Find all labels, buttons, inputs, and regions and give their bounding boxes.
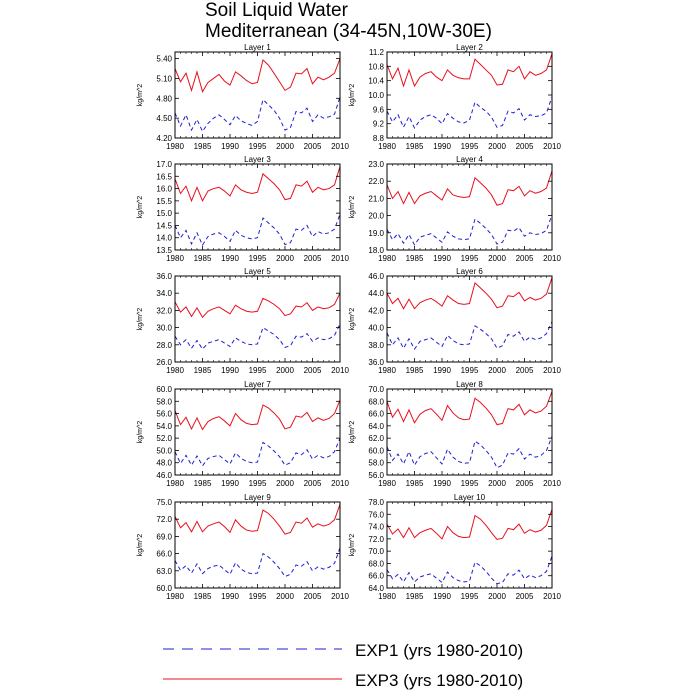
series-line-exp3 bbox=[387, 278, 552, 309]
x-tick-label: 2010 bbox=[331, 366, 349, 375]
panel-title: Layer 2 bbox=[456, 43, 483, 52]
y-tick-label: 58.0 bbox=[368, 458, 384, 468]
x-tick-label: 1995 bbox=[460, 142, 479, 151]
series-line-exp3 bbox=[387, 171, 552, 205]
figure-title-line2: Mediterranean (34-45N,10W-30E) bbox=[205, 21, 492, 42]
x-tick-label: 1980 bbox=[166, 366, 184, 375]
x-tick-label: 1995 bbox=[248, 592, 267, 601]
y-tick-label: 56.0 bbox=[156, 409, 172, 419]
panel-title: Layer 9 bbox=[244, 493, 271, 502]
panel-layer-8 bbox=[349, 380, 561, 488]
legend-label-exp1: EXP1 (yrs 1980-2010) bbox=[355, 641, 524, 660]
x-tick-label: 2010 bbox=[331, 592, 349, 601]
panel-title: Layer 3 bbox=[244, 155, 271, 164]
panel-frame bbox=[175, 52, 340, 138]
series-line-exp1 bbox=[387, 436, 552, 467]
panel-layer-10 bbox=[349, 493, 561, 601]
x-tick-label: 2005 bbox=[515, 366, 534, 375]
panel-frame bbox=[387, 52, 552, 138]
series-line-exp3 bbox=[175, 59, 340, 92]
y-tick-label: 72.0 bbox=[156, 515, 172, 525]
y-tick-label: 56.0 bbox=[368, 471, 384, 480]
y-tick-label: 30.0 bbox=[156, 323, 172, 333]
x-tick-label: 1990 bbox=[221, 479, 239, 488]
y-tick-label: 62.0 bbox=[368, 434, 384, 444]
y-axis-label: kg/m^2 bbox=[137, 420, 144, 444]
y-tick-label: 38.0 bbox=[368, 340, 384, 350]
x-tick-label: 2005 bbox=[303, 254, 322, 263]
x-tick-label: 2000 bbox=[488, 366, 506, 375]
y-tick-label: 48.0 bbox=[156, 458, 172, 468]
x-tick-label: 1990 bbox=[433, 254, 451, 263]
y-tick-label: 16.5 bbox=[156, 172, 172, 182]
x-tick-label: 2005 bbox=[303, 592, 322, 601]
y-tick-label: 70.0 bbox=[368, 547, 384, 557]
series-line-exp1 bbox=[175, 97, 340, 131]
y-tick-label: 26.0 bbox=[156, 358, 172, 367]
panel-layer-2 bbox=[349, 43, 561, 151]
y-tick-label: 4.80 bbox=[156, 94, 172, 104]
y-tick-label: 4.20 bbox=[156, 134, 172, 143]
y-tick-label: 70.0 bbox=[368, 385, 384, 394]
x-tick-label: 1985 bbox=[405, 479, 424, 488]
series-line-exp3 bbox=[387, 391, 552, 424]
y-tick-label: 64.0 bbox=[368, 421, 384, 431]
x-tick-label: 1985 bbox=[193, 479, 212, 488]
x-tick-label: 2010 bbox=[543, 592, 561, 601]
x-tick-label: 1995 bbox=[460, 479, 479, 488]
x-tick-label: 1980 bbox=[378, 479, 396, 488]
y-tick-label: 78.0 bbox=[368, 498, 384, 507]
series-line-exp3 bbox=[387, 54, 552, 86]
panel-layer-5 bbox=[137, 267, 349, 375]
y-tick-label: 4.50 bbox=[156, 114, 172, 124]
series-line-exp3 bbox=[175, 504, 340, 534]
y-tick-label: 42.0 bbox=[368, 306, 384, 316]
panel-layer-3 bbox=[137, 155, 349, 263]
y-tick-label: 22.0 bbox=[368, 177, 384, 187]
x-tick-label: 1995 bbox=[460, 254, 479, 263]
x-tick-label: 2005 bbox=[303, 366, 322, 375]
y-tick-label: 9.2 bbox=[372, 119, 384, 129]
y-tick-label: 60.0 bbox=[156, 385, 172, 394]
y-tick-label: 54.0 bbox=[156, 421, 172, 431]
y-tick-label: 14.5 bbox=[156, 221, 172, 231]
y-tick-label: 68.0 bbox=[368, 397, 384, 407]
series-line-exp1 bbox=[175, 214, 340, 245]
figure-title-line1: Soil Liquid Water bbox=[205, 0, 348, 21]
x-tick-label: 2010 bbox=[543, 479, 561, 488]
panel-title: Layer 4 bbox=[456, 155, 483, 164]
x-tick-label: 1985 bbox=[405, 366, 424, 375]
y-tick-label: 11.2 bbox=[369, 48, 384, 57]
y-tick-label: 17.0 bbox=[156, 160, 172, 169]
y-tick-label: 5.10 bbox=[156, 74, 172, 84]
y-tick-label: 40.0 bbox=[368, 323, 384, 333]
series-line-exp1 bbox=[175, 438, 340, 466]
y-tick-label: 10.8 bbox=[368, 62, 384, 72]
y-tick-label: 19.0 bbox=[368, 228, 384, 238]
y-tick-label: 15.0 bbox=[156, 209, 172, 219]
y-tick-label: 14.0 bbox=[156, 233, 172, 243]
panel-frame bbox=[175, 276, 340, 362]
x-tick-label: 1980 bbox=[378, 366, 396, 375]
y-axis-label: kg/m^2 bbox=[137, 533, 144, 557]
x-tick-label: 2005 bbox=[515, 592, 534, 601]
x-tick-label: 2010 bbox=[331, 142, 349, 151]
y-tick-label: 10.0 bbox=[368, 91, 384, 100]
y-tick-label: 74.0 bbox=[368, 522, 384, 532]
legend bbox=[163, 641, 523, 690]
x-tick-label: 1995 bbox=[248, 254, 267, 263]
x-tick-label: 1995 bbox=[460, 592, 479, 601]
x-tick-label: 1980 bbox=[378, 592, 396, 601]
x-tick-label: 1995 bbox=[248, 479, 267, 488]
x-tick-label: 2005 bbox=[303, 479, 322, 488]
x-tick-label: 2000 bbox=[488, 254, 506, 263]
y-tick-label: 20.0 bbox=[368, 211, 384, 221]
x-tick-label: 1990 bbox=[433, 592, 451, 601]
x-tick-label: 1990 bbox=[221, 254, 239, 263]
y-tick-label: 72.0 bbox=[368, 534, 384, 544]
x-tick-label: 1985 bbox=[405, 592, 424, 601]
y-tick-label: 46.0 bbox=[156, 471, 172, 480]
y-axis-label: kg/m^2 bbox=[137, 307, 144, 331]
y-tick-label: 15.5 bbox=[156, 196, 172, 206]
panel-title: Layer 8 bbox=[456, 380, 483, 389]
y-tick-label: 66.0 bbox=[156, 549, 172, 559]
x-tick-label: 1990 bbox=[433, 366, 451, 375]
y-tick-label: 63.0 bbox=[156, 566, 172, 576]
series-line-exp3 bbox=[387, 509, 552, 539]
x-tick-label: 2005 bbox=[515, 142, 534, 151]
x-tick-label: 1995 bbox=[248, 366, 267, 375]
panel-title: Layer 5 bbox=[244, 267, 271, 276]
x-tick-label: 1985 bbox=[193, 142, 212, 151]
y-tick-label: 32.0 bbox=[156, 306, 172, 316]
y-axis-label: kg/m^2 bbox=[349, 195, 356, 219]
y-tick-label: 13.5 bbox=[156, 246, 172, 255]
panel-layer-4 bbox=[349, 155, 561, 263]
y-axis-label: kg/m^2 bbox=[349, 533, 356, 557]
x-tick-label: 2000 bbox=[276, 142, 294, 151]
y-tick-label: 21.0 bbox=[368, 194, 384, 204]
panel-title: Layer 10 bbox=[453, 493, 486, 502]
y-tick-label: 68.0 bbox=[368, 559, 384, 569]
x-tick-label: 1980 bbox=[166, 142, 184, 151]
x-tick-label: 1980 bbox=[378, 254, 396, 263]
panel-layer-7 bbox=[137, 380, 349, 488]
x-tick-label: 1995 bbox=[460, 366, 479, 375]
panel-layer-6 bbox=[349, 267, 561, 375]
panel-frame bbox=[175, 502, 340, 588]
panel-grid bbox=[137, 43, 561, 601]
x-tick-label: 2005 bbox=[515, 254, 534, 263]
series-line-exp1 bbox=[387, 215, 552, 245]
y-tick-label: 23.0 bbox=[368, 160, 384, 169]
y-tick-label: 76.0 bbox=[368, 510, 384, 520]
y-tick-label: 8.8 bbox=[372, 134, 384, 143]
x-tick-label: 2005 bbox=[303, 142, 322, 151]
x-tick-label: 2010 bbox=[543, 254, 561, 263]
series-line-exp1 bbox=[175, 324, 340, 349]
x-tick-label: 1985 bbox=[405, 142, 424, 151]
y-tick-label: 60.0 bbox=[368, 446, 384, 456]
y-tick-label: 28.0 bbox=[156, 340, 172, 350]
panel-frame bbox=[387, 502, 552, 588]
x-tick-label: 1980 bbox=[166, 254, 184, 263]
y-tick-label: 50.0 bbox=[156, 446, 172, 456]
legend-label-exp3: EXP3 (yrs 1980-2010) bbox=[355, 671, 524, 690]
panel-layer-1 bbox=[137, 43, 349, 151]
x-tick-label: 1985 bbox=[405, 254, 424, 263]
x-tick-label: 1985 bbox=[193, 366, 212, 375]
y-axis-label: kg/m^2 bbox=[349, 83, 356, 107]
x-tick-label: 1995 bbox=[248, 142, 267, 151]
series-line-exp3 bbox=[175, 166, 340, 200]
y-tick-label: 66.0 bbox=[368, 571, 384, 581]
y-tick-label: 18.0 bbox=[368, 246, 384, 255]
y-tick-label: 34.0 bbox=[156, 289, 172, 299]
y-tick-label: 60.0 bbox=[156, 584, 172, 593]
panel-frame bbox=[387, 164, 552, 250]
legend-item-exp1 bbox=[163, 641, 523, 660]
x-tick-label: 1985 bbox=[193, 592, 212, 601]
y-tick-label: 69.0 bbox=[156, 532, 172, 542]
y-tick-label: 36.0 bbox=[156, 272, 172, 281]
y-tick-label: 36.0 bbox=[368, 358, 384, 367]
y-axis-label: kg/m^2 bbox=[349, 420, 356, 444]
x-tick-label: 1990 bbox=[221, 142, 239, 151]
x-tick-label: 2010 bbox=[331, 254, 349, 263]
series-line-exp1 bbox=[387, 556, 552, 584]
y-axis-label: kg/m^2 bbox=[349, 307, 356, 331]
series-line-exp1 bbox=[387, 322, 552, 350]
panel-frame bbox=[387, 276, 552, 362]
y-tick-label: 52.0 bbox=[156, 434, 172, 444]
x-tick-label: 1985 bbox=[193, 254, 212, 263]
x-tick-label: 2000 bbox=[276, 479, 294, 488]
legend-item-exp3 bbox=[163, 671, 523, 690]
y-axis-label: kg/m^2 bbox=[137, 195, 144, 219]
series-line-exp3 bbox=[175, 293, 340, 317]
x-tick-label: 1990 bbox=[433, 479, 451, 488]
y-tick-label: 58.0 bbox=[156, 397, 172, 407]
y-tick-label: 5.40 bbox=[156, 54, 172, 64]
series-line-exp3 bbox=[175, 400, 340, 429]
x-tick-label: 1990 bbox=[221, 366, 239, 375]
x-tick-label: 2000 bbox=[488, 592, 506, 601]
y-tick-label: 66.0 bbox=[368, 409, 384, 419]
x-tick-label: 1990 bbox=[433, 142, 451, 151]
y-tick-label: 46.0 bbox=[368, 272, 384, 281]
x-tick-label: 2010 bbox=[543, 142, 561, 151]
panel-layer-9 bbox=[137, 493, 349, 601]
x-tick-label: 2000 bbox=[276, 366, 294, 375]
x-tick-label: 2000 bbox=[276, 254, 294, 263]
x-tick-label: 2000 bbox=[488, 479, 506, 488]
panel-title: Layer 6 bbox=[456, 267, 483, 276]
y-tick-label: 44.0 bbox=[368, 289, 384, 299]
y-tick-label: 10.4 bbox=[368, 76, 384, 86]
x-tick-label: 1980 bbox=[378, 142, 396, 151]
x-tick-label: 1990 bbox=[221, 592, 239, 601]
x-tick-label: 1980 bbox=[166, 479, 184, 488]
x-tick-label: 2010 bbox=[331, 479, 349, 488]
series-line-exp1 bbox=[175, 548, 340, 577]
x-tick-label: 2000 bbox=[488, 142, 506, 151]
y-tick-label: 16.0 bbox=[156, 184, 172, 194]
y-tick-label: 9.6 bbox=[372, 105, 384, 115]
panel-title: Layer 1 bbox=[244, 43, 271, 52]
x-tick-label: 2005 bbox=[515, 479, 534, 488]
series-line-exp1 bbox=[387, 97, 552, 128]
y-axis-label: kg/m^2 bbox=[137, 83, 144, 107]
x-tick-label: 2000 bbox=[276, 592, 294, 601]
x-tick-label: 2010 bbox=[543, 366, 561, 375]
x-tick-label: 1980 bbox=[166, 592, 184, 601]
y-tick-label: 75.0 bbox=[156, 498, 172, 507]
panel-frame bbox=[387, 389, 552, 475]
panel-title: Layer 7 bbox=[244, 380, 271, 389]
y-tick-label: 64.0 bbox=[368, 584, 384, 593]
